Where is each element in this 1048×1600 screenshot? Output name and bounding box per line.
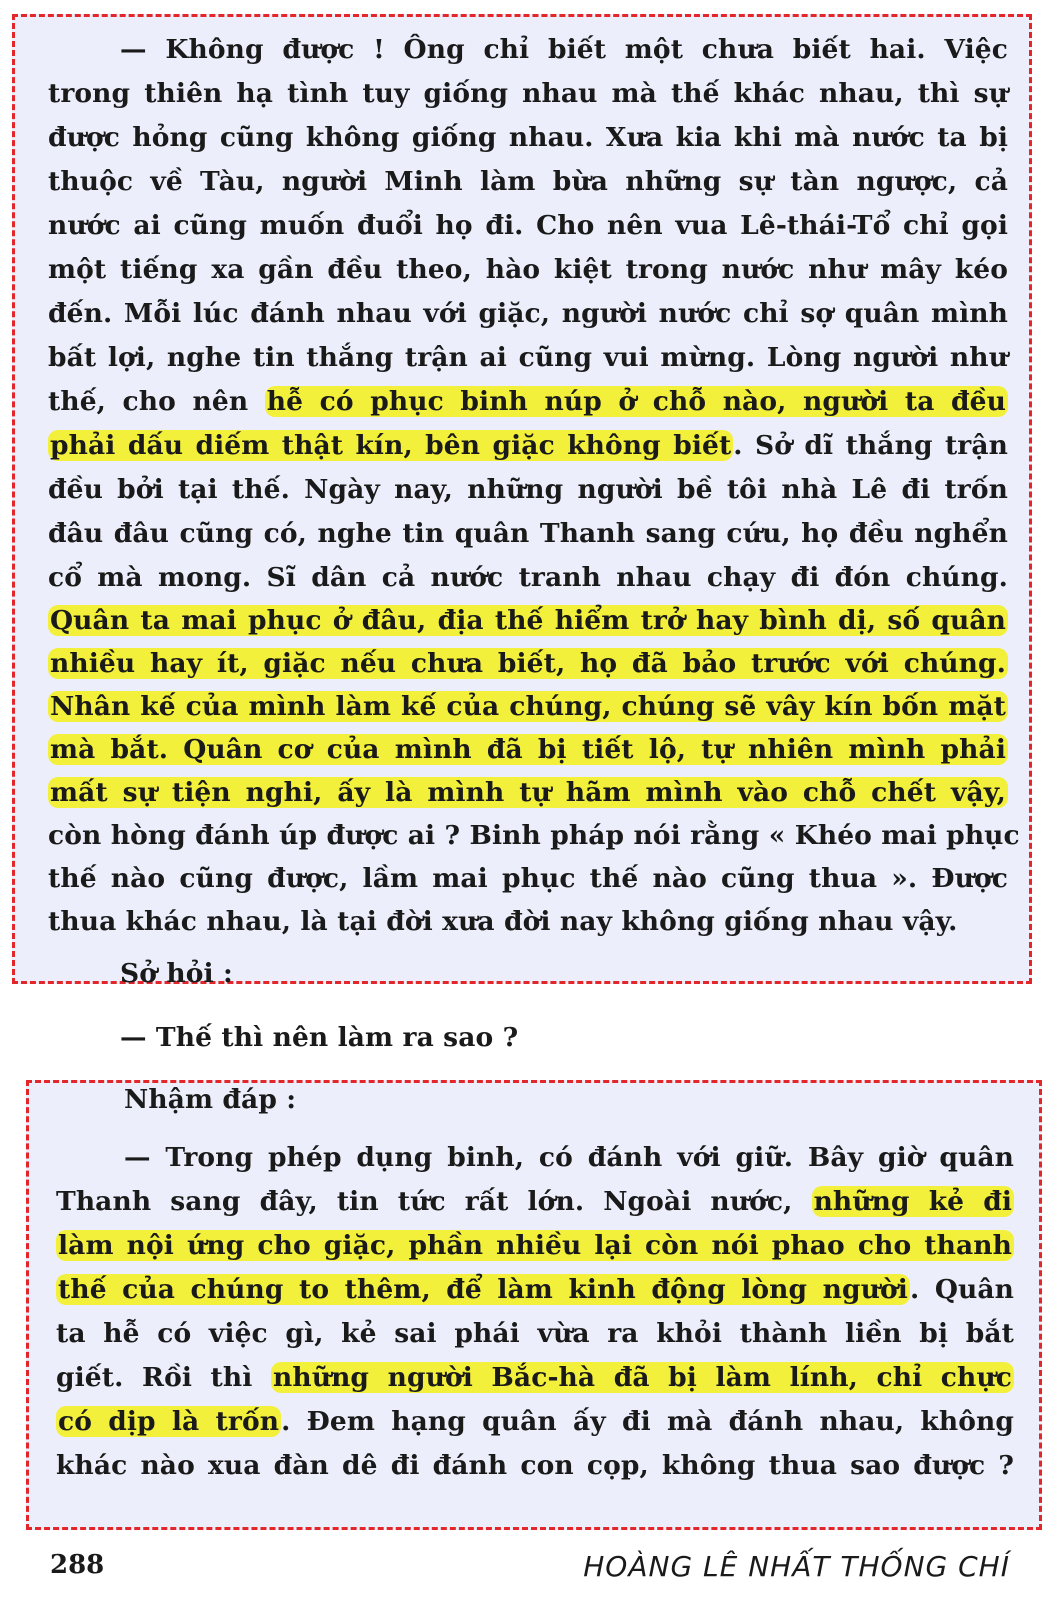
line-text: thế, cho nên (48, 386, 265, 417)
line-text: đến. Mỗi lúc đánh nhau với giặc, người nước chỉ sợ quân mình (48, 298, 1008, 329)
highlighted-text: nhiều hay ít, giặc nếu chưa biết, họ đã bảo trước với chúng. (50, 648, 1006, 679)
line-text: khác nào xua đàn dê đi đánh con cọp, không thua sao được ? (56, 1450, 1014, 1481)
text-line (120, 32, 1008, 70)
text-line (48, 296, 1008, 334)
highlighted-text: Nhân kế của mình làm kế của chúng, chúng sẽ vây kín bốn mặt (50, 691, 1006, 722)
text-line (48, 164, 1008, 202)
text-line (48, 689, 1008, 727)
text-line (48, 904, 1008, 942)
line-text: một tiếng xa gần đều theo, hào kiệt trong nước như mây kéo (48, 254, 1008, 285)
line-text: cổ mà mong. Sĩ dân cả nước tranh nhau chạy đi đón chúng. (48, 562, 1008, 593)
line-text: trong thiên hạ tình tuy giống nhau mà thế khác nhau, thì sự (48, 78, 1008, 109)
highlighted-text: phải dấu diếm thật kín, bên giặc không biết (50, 430, 732, 461)
text-line (48, 732, 1008, 770)
text-line (48, 76, 1008, 114)
text-line (48, 560, 1008, 598)
line-text: — Không được ! Ông chỉ biết một chưa biết hai. Việc (120, 34, 1008, 65)
highlighted-text: mà bắt. Quân cơ của mình đã bị tiết lộ, tự nhiên mình phải (50, 734, 1006, 765)
highlighted-text: có dịp là trốn (58, 1406, 280, 1437)
page-footer (50, 1550, 1010, 1590)
line-text: — Trong phép dụng binh, có đánh với giữ. Bây giờ quân (124, 1142, 1014, 1173)
text-line (48, 603, 1008, 641)
text-line (48, 120, 1008, 158)
text-line (56, 1228, 1014, 1266)
highlighted-text: thế của chúng to thêm, để làm kinh động lòng người (58, 1274, 908, 1305)
line-text: thua khác nhau, là tại đời xưa đời nay không giống nhau vậy. (48, 906, 958, 937)
line-text: bất lợi, nghe tin thắng trận ai cũng vui mừng. Lòng người như (48, 342, 1008, 373)
text-line (56, 1448, 1014, 1486)
line-text: được hỏng cũng không giống nhau. Xưa kia khi mà nước ta bị (48, 122, 1008, 153)
highlighted-text: mất sự tiện nghi, ấy là mình tự hãm mình vào chỗ chết vậy, (50, 777, 1006, 808)
text-line (48, 208, 1008, 246)
highlighted-text: làm nội ứng cho giặc, phần nhiều lại còn nói phao cho thanh (58, 1230, 1012, 1261)
line-text: đâu đâu cũng có, nghe tin quân Thanh sang cứu, họ đều nghển (48, 518, 1008, 549)
page-number: 288 (50, 1550, 105, 1580)
line-text: thuộc về Tàu, người Minh làm bừa những sự tàn ngược, cả (48, 166, 1008, 197)
text-line (56, 1184, 1014, 1222)
line-text: . Sở dĩ thắng trận (733, 430, 1008, 461)
text-line (48, 516, 1008, 554)
text-line (124, 1140, 1014, 1178)
line-text: còn hòng đánh úp được ai ? Binh pháp nói rằng « Khéo mai phục (48, 820, 1020, 851)
highlighted-text: những người Bắc-hà đã bị làm lính, chỉ chực (272, 1362, 1013, 1393)
line-text: ta hễ có việc gì, kẻ sai phái vừa ra khỏi thành liền bị bắt (56, 1318, 1014, 1349)
text-line (48, 861, 1008, 899)
text-line (48, 252, 1008, 290)
line-text: nước ai cũng muốn đuổi họ đi. Cho nên vua Lê-thái-Tổ chỉ gọi (48, 210, 1008, 241)
line-text: . Đem hạng quân ấy đi mà đánh nhau, không (281, 1406, 1014, 1437)
text-line (48, 340, 1008, 378)
text-line (56, 1360, 1014, 1398)
text-line (48, 775, 1008, 813)
speaker-label: Nhậm đáp : (124, 1084, 297, 1115)
question-line: — Thế thì nên làm ra sao ? (120, 1022, 519, 1053)
text-line (48, 818, 1020, 856)
running-title: HOÀNG LÊ NHẤT THỐNG CHÍ (583, 1550, 1010, 1583)
text-line (48, 428, 1008, 466)
text-line (48, 384, 1008, 422)
line-text: thế nào cũng được, lầm mai phục thế nào cũng thua ». Được (48, 863, 1008, 894)
line-text: . Quân (909, 1274, 1015, 1305)
text-line (56, 1316, 1014, 1354)
line-text: đều bởi tại thế. Ngày nay, những người bề tôi nhà Lê đi trốn (48, 474, 1008, 505)
speaker-label: Sở hỏi : (120, 958, 233, 989)
line-text: giết. Rồi thì (56, 1362, 271, 1393)
line-text: Thanh sang đây, tin tức rất lớn. Ngoài nước, (56, 1186, 812, 1217)
text-line (48, 646, 1008, 684)
highlighted-text: hễ có phục binh núp ở chỗ nào, người ta đều (266, 386, 1006, 417)
highlighted-text: Quân ta mai phục ở đâu, địa thế hiểm trở hay bình dị, số quân (50, 605, 1006, 636)
text-line (56, 1272, 1014, 1310)
text-line (56, 1404, 1014, 1442)
highlighted-text: những kẻ đi (813, 1186, 1012, 1217)
text-line (48, 472, 1008, 510)
